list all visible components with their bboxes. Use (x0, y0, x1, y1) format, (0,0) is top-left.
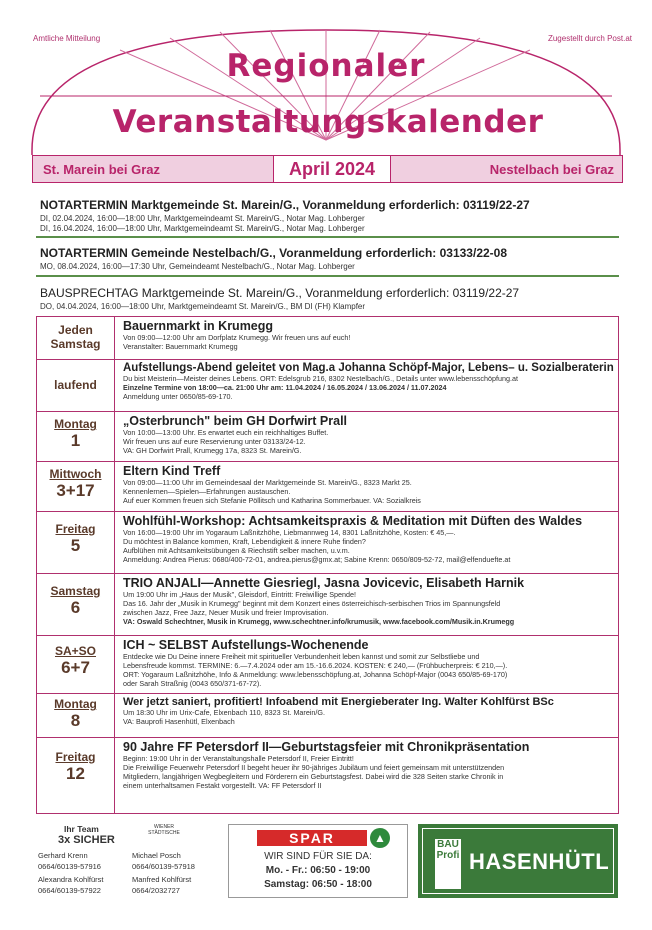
left-place: St. Marein bei Graz (43, 162, 161, 177)
event-body (123, 638, 614, 688)
event-line: Von 09:00—11:00 Uhr im Gemeindesaal der Marktgemeinde St. Marein/G., 8323 Markt 25. (123, 478, 412, 487)
event-line: einem unterhaltsamen Festakt vorgestellt. VA: FF Petersdorf II (123, 781, 322, 790)
hasenhuetl-ad (418, 824, 618, 898)
event-line: Veranstalter: Bauernmarkt Krumegg (123, 342, 238, 351)
day-number: 6+7 (61, 658, 90, 677)
event-body (123, 464, 614, 505)
day-name: Samstag (50, 584, 101, 598)
day-name: Mittwoch (49, 467, 102, 481)
spar-logo: SPAR (257, 830, 367, 846)
event-line: VA: GH Dorfwirt Prall, Krumegg 17a, 8323 St. Marein/G. (123, 446, 302, 455)
right-place: Nestelbach bei Graz (489, 162, 614, 177)
team-heading: Ihr Team (64, 824, 99, 834)
day-name: Freitag (55, 750, 96, 764)
event-line: Lebensfreude kommst. TERMINE: 6.—7.4.2024 oder am 15.-16.6.2024. KOSTEN: € 240,— (Frühbucherpreis: € 210,—). (123, 661, 508, 670)
table-row (37, 635, 618, 694)
event-body (123, 414, 614, 455)
table-row (37, 511, 618, 574)
spar-tree-icon: ▲ (370, 828, 390, 848)
day-name: SA+SO (54, 644, 96, 658)
event-line: Von 16:00—19:00 Uhr im Yogaraum Laßnitzhöhe, Liebmannweg 14, 8301 Laßnitzhöhe, Kosten: € 45,—. (123, 528, 456, 537)
spar-line: WIR SIND FÜR SIE DA: (264, 851, 372, 862)
event-line: Aufblühen mit Achtsamkeitsübungen & Riechstift selber machen, u.v.m. (123, 546, 350, 555)
event-line: ORT: Yogaraum Laßnitzhöhe, Info & Anmeldung: www.lebensschöpfung.at, Johanna Schöpf-Major (0043 650/85-69-170) (123, 670, 508, 679)
spar-line: Mo. - Fr.: 06:50 - 19:00 (265, 865, 371, 876)
table-row (37, 411, 618, 462)
event-line: Anmeldung: Andrea Pierus: 0680/400-72-01, andrea.pierus@gmx.at; Sabine Krenn: 0650/809-52-72, mail@elfenduefte.at (123, 555, 511, 564)
table-row (37, 693, 618, 738)
table-row (37, 317, 618, 359)
day-number: 12 (66, 764, 85, 783)
event-title: Wer jetzt saniert, profitiert! Infoabend mit Energieberater Ing. Walter Kohlfürst BSc (123, 696, 554, 708)
event-line: Entdecke wie Du Deine innere Freiheit mit spiritueller Verbundenheit leben kannst und somit zur Selbstliebe und (123, 652, 480, 661)
spar-ad (228, 824, 408, 898)
event-line: Die Freiwillige Feuerwehr Petersdorf II begeht heuer ihr 90-jähriges Jubiläum und feiert gemeinsam mit unterstützenden (123, 763, 505, 772)
event-title: Eltern Kind Treff (123, 464, 221, 478)
table-row (37, 573, 618, 636)
day-cell (37, 412, 115, 462)
event-body (123, 319, 614, 351)
event-body (123, 514, 614, 564)
day-name: Jeden (58, 323, 93, 337)
event-title: ICH ~ SELBST Aufstellungs-Wochenende (123, 638, 369, 652)
event-line: Einzelne Termine von 18:00—ca. 21:00 Uhr am: 11.04.2024 / 16.05.2024 / 13.06.2024 / 11.07.2024 (123, 383, 447, 392)
event-line: Um 18:30 Uhr im Urix-Cafe, Elxenbach 110, 8323 St. Marein/G. (123, 708, 326, 717)
event-line: Mitgliedern, langjährigen Wegbegleitern und Förderern ein Geburtstagsfest. Dabei wird die 328 Seiten starke Chronik in (123, 772, 504, 781)
event-body (123, 362, 614, 401)
title-regionaler: Regionaler (226, 48, 426, 84)
person: Gerhard Krenn 0664/60139-57916 (38, 851, 101, 871)
event-title: TRIO ANJALI—Annette Giesriegl, Jasna Jovicevic, Elisabeth Harnik (123, 576, 525, 590)
day-cell (37, 636, 115, 694)
event-title: „Osterbrunch" beim GH Dorfwirt Prall (123, 414, 348, 428)
event-line: Auf euer Kommen freuen sich Stefanie Pöllitsch und Katharina Sommerbauer. VA: Sozialkreis (123, 496, 421, 505)
event-line: Wir freuen uns auf eure Reservierung unter 03133/24-12. (123, 437, 306, 446)
event-body (123, 740, 614, 790)
event-body (123, 576, 614, 626)
event-title: 90 Jahre FF Petersdorf II—Geburtstagsfeier mit Chronikpräsentation (123, 740, 530, 754)
event-line: Beginn: 19:00 Uhr in der Veranstaltungshalle Petersdorf II, Freier Eintritt! (123, 754, 354, 763)
notar2-head: NOTARTERMIN Gemeinde Nestelbach/G., Voranmeldung erforderlich: 03133/22-08 (40, 246, 508, 260)
event-line: Um 19:00 Uhr im „Haus der Musik", Gleisdorf, Eintritt: Freiwillige Spende! (123, 590, 357, 599)
event-title: Aufstellungs-Abend geleitet von Mag.a Johanna Schöpf-Major, Lebens– u. Sozialberaterin (123, 362, 614, 374)
divider (36, 275, 619, 277)
day-cell (37, 317, 115, 359)
day-number: Samstag (50, 337, 101, 351)
bau-line: DO, 04.04.2024, 16:00—18:00 Uhr, Marktgemeindeamt St. Marein/G., BM DI (FH) Klampfer (40, 302, 366, 311)
event-line: Von 10:00—13:00 Uhr. Es erwartet euch ein reichhaltiges Buffet. (123, 428, 329, 437)
day-cell (37, 360, 115, 412)
event-title: Wohlfühl-Workshop: Achtsamkeitspraxis & Meditation mit Düften des Waldes (123, 514, 583, 528)
hasenhuetl-frame (422, 828, 614, 894)
day-number: 6 (70, 598, 81, 617)
event-line: zwischen Jazz, Free Jazz, Neuer Musik und freier Improvisation. (123, 608, 329, 617)
team-name: 3x SICHER (58, 834, 115, 846)
person: Michael Posch 0664/60139-57918 (132, 851, 195, 871)
event-line: Kennenlernen—Spielen—Erfahrungen austauschen. (123, 487, 291, 496)
table-row (37, 359, 618, 412)
table-row (37, 737, 618, 814)
event-title: Bauernmarkt in Krumegg (123, 319, 274, 333)
day-cell (37, 694, 115, 738)
day-number: 8 (70, 711, 81, 730)
event-line: Du möchtest in Balance kommen, Kraft, Lebendigkeit & innere Ruhe finden? (123, 537, 366, 546)
hasenhuetl-name: HASENHÜTL (469, 849, 610, 874)
event-line: VA: Oswald Schechtner, Musik in Krumegg, www.schechtner.info/krumusik, www.facebook.com/Musik.in.Krumegg (123, 617, 515, 626)
day-cell (37, 512, 115, 574)
person: Manfred Kohlfürst 0664/2032727 (132, 875, 192, 895)
day-name: Freitag (55, 522, 96, 536)
header-bar (32, 155, 623, 183)
day-cell (37, 462, 115, 512)
spar-line: Samstag: 06:50 - 18:00 (264, 879, 372, 890)
day-cell (37, 574, 115, 636)
event-line: Du bist Meisterin—Meister deines Lebens. ORT: Edelsgrub 216, 8302 Nestelbach/G., Details unter www.lebensschöpfung.at (123, 374, 518, 383)
event-body (123, 696, 614, 726)
bauprofi-logo: BAU Profi (435, 839, 461, 889)
notar1-line: DI, 02.04.2024, 16:00—18:00 Uhr, Marktgemeindeamt St. Marein/G., Notar Mag. Lohberger (40, 214, 365, 223)
notar1-head: NOTARTERMIN Marktgemeinde St. Marein/G., Voranmeldung erforderlich: 03119/22-27 (40, 198, 530, 212)
table-row (37, 461, 618, 512)
day-name: Montag (54, 417, 97, 431)
day-number: 3+17 (56, 481, 95, 500)
day-cell (37, 738, 115, 814)
event-line: Das 16. Jahr der „Musik in Krumegg" beginnt mit dem Konzert eines österreichisch-serbischen Trios im Spannungsfeld (123, 599, 501, 608)
official-notice-label: Amtliche Mitteilung (33, 34, 101, 43)
person: Alexandra Kohlfürst 0664/60139-57922 (38, 875, 104, 895)
event-line: VA: Bauprofi Hasenhütl, Elxenbach (123, 717, 235, 726)
title-veranstaltungskalender: Veranstaltungskalender (112, 104, 544, 140)
month-label: April 2024 (273, 155, 391, 183)
notar2-line: MO, 08.04.2024, 16:00—17:30 Uhr, Gemeindeamt Nestelbach/G., Notar Mag. Lohberger (40, 262, 355, 271)
divider (36, 236, 619, 238)
bau-head: BAUSPRECHTAG Marktgemeinde St. Marein/G., Voranmeldung erforderlich: 03119/22-27 (40, 286, 520, 300)
day-name: Montag (54, 697, 97, 711)
event-line: Von 09:00—12:00 Uhr am Dorfplatz Krumegg. Wir freuen uns auf euch! (123, 333, 351, 342)
event-line: Anmeldung unter 0650/85-69-170. (123, 392, 233, 401)
day-name: laufend (54, 378, 97, 392)
notar1-line: DI, 16.04.2024, 16:00—18:00 Uhr, Marktgemeindeamt St. Marein/G., Notar Mag. Lohberger (40, 224, 365, 233)
day-number: 1 (70, 431, 81, 450)
footer-ads (36, 818, 619, 918)
day-number: 5 (70, 536, 81, 555)
delivery-label: Zugestellt durch Post.at (547, 34, 632, 43)
event-line: oder Sarah Straßnig (0043 650/371-67-72). (123, 679, 262, 688)
insurer-logo: WIENER STÄDTISCHE (148, 824, 180, 836)
events-table (36, 316, 619, 814)
